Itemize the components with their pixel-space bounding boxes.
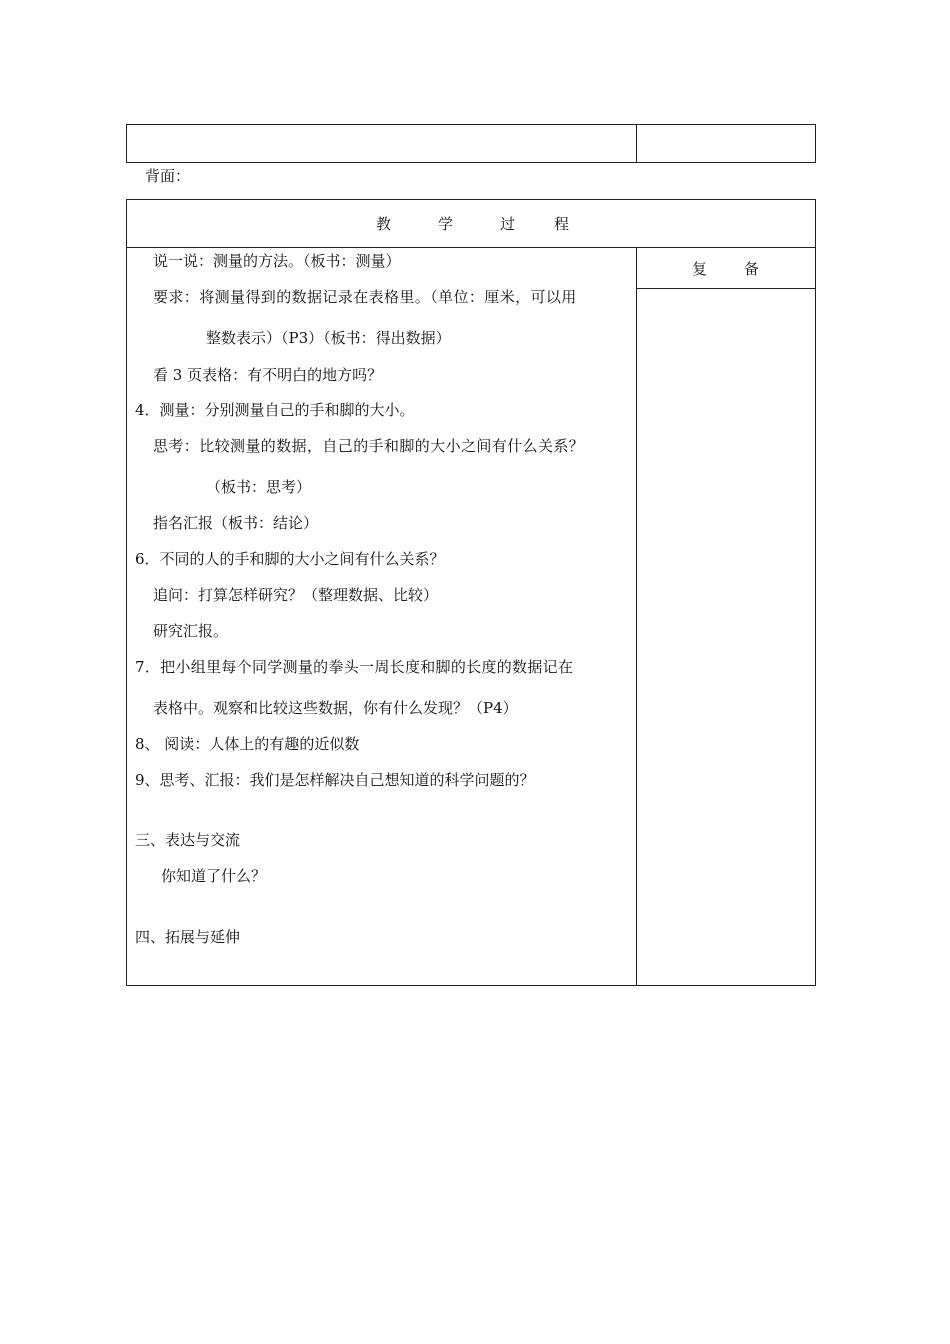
- teaching-process-header: [376, 214, 569, 234]
- line-what-learned: 你知道了什么？: [161, 867, 267, 885]
- line-board-think: （板书：思考）: [206, 478, 312, 496]
- line-discuss: 说一说：测量的方法。（板书：测量）: [153, 252, 401, 270]
- line-step-8: 8、 阅读：人体上的有趣的近似数: [135, 735, 360, 753]
- top-table: [126, 124, 816, 163]
- review-header: [692, 259, 759, 279]
- line-look-table: 看 3 页表格：有不明白的地方吗？: [153, 366, 383, 384]
- section-3-title: 三、表达与交流: [135, 831, 241, 849]
- header-row-divider: [126, 247, 816, 248]
- line-requirement-cont: 整数表示）（P3）（板书：得出数据）: [206, 329, 451, 347]
- header-char-2: 学: [438, 215, 454, 233]
- section-4-title: 四、拓展与延伸: [135, 928, 241, 946]
- column-divider: [636, 247, 637, 986]
- review-header-divider: [636, 288, 816, 289]
- line-step-7: 7．把小组里每个同学测量的拳头一周长度和脚的长度的数据记在: [135, 658, 574, 676]
- line-step-9: 9、思考、汇报：我们是怎样解决自己想知道的科学问题的？: [135, 771, 535, 789]
- line-research-report: 研究汇报。: [153, 622, 229, 640]
- line-ask: 追问：打算怎样研究？（整理数据、比较）: [153, 586, 439, 604]
- line-step-7-cont: 表格中。观察和比较这些数据，你有什么发现？（P4）: [153, 699, 518, 717]
- review-char-2: 备: [744, 260, 760, 278]
- top-table-divider: [636, 124, 637, 163]
- back-label: 背面：: [145, 167, 191, 185]
- review-char-1: 复: [692, 260, 708, 278]
- line-think: 思考：比较测量的数据，自己的手和脚的大小之间有什么关系？: [153, 437, 585, 455]
- line-report: 指名汇报（板书：结论）: [153, 514, 319, 532]
- line-step-4: 4．测量：分别测量自己的手和脚的大小。: [135, 401, 415, 419]
- header-char-3: 过: [500, 215, 516, 233]
- line-step-6: 6．不同的人的手和脚的大小之间有什么关系？: [135, 550, 445, 568]
- header-char-1: 教: [376, 215, 392, 233]
- line-requirement: 要求：将测量得到的数据记录在表格里。（单位：厘米，可以用: [153, 288, 577, 306]
- header-char-4: 程: [554, 215, 570, 233]
